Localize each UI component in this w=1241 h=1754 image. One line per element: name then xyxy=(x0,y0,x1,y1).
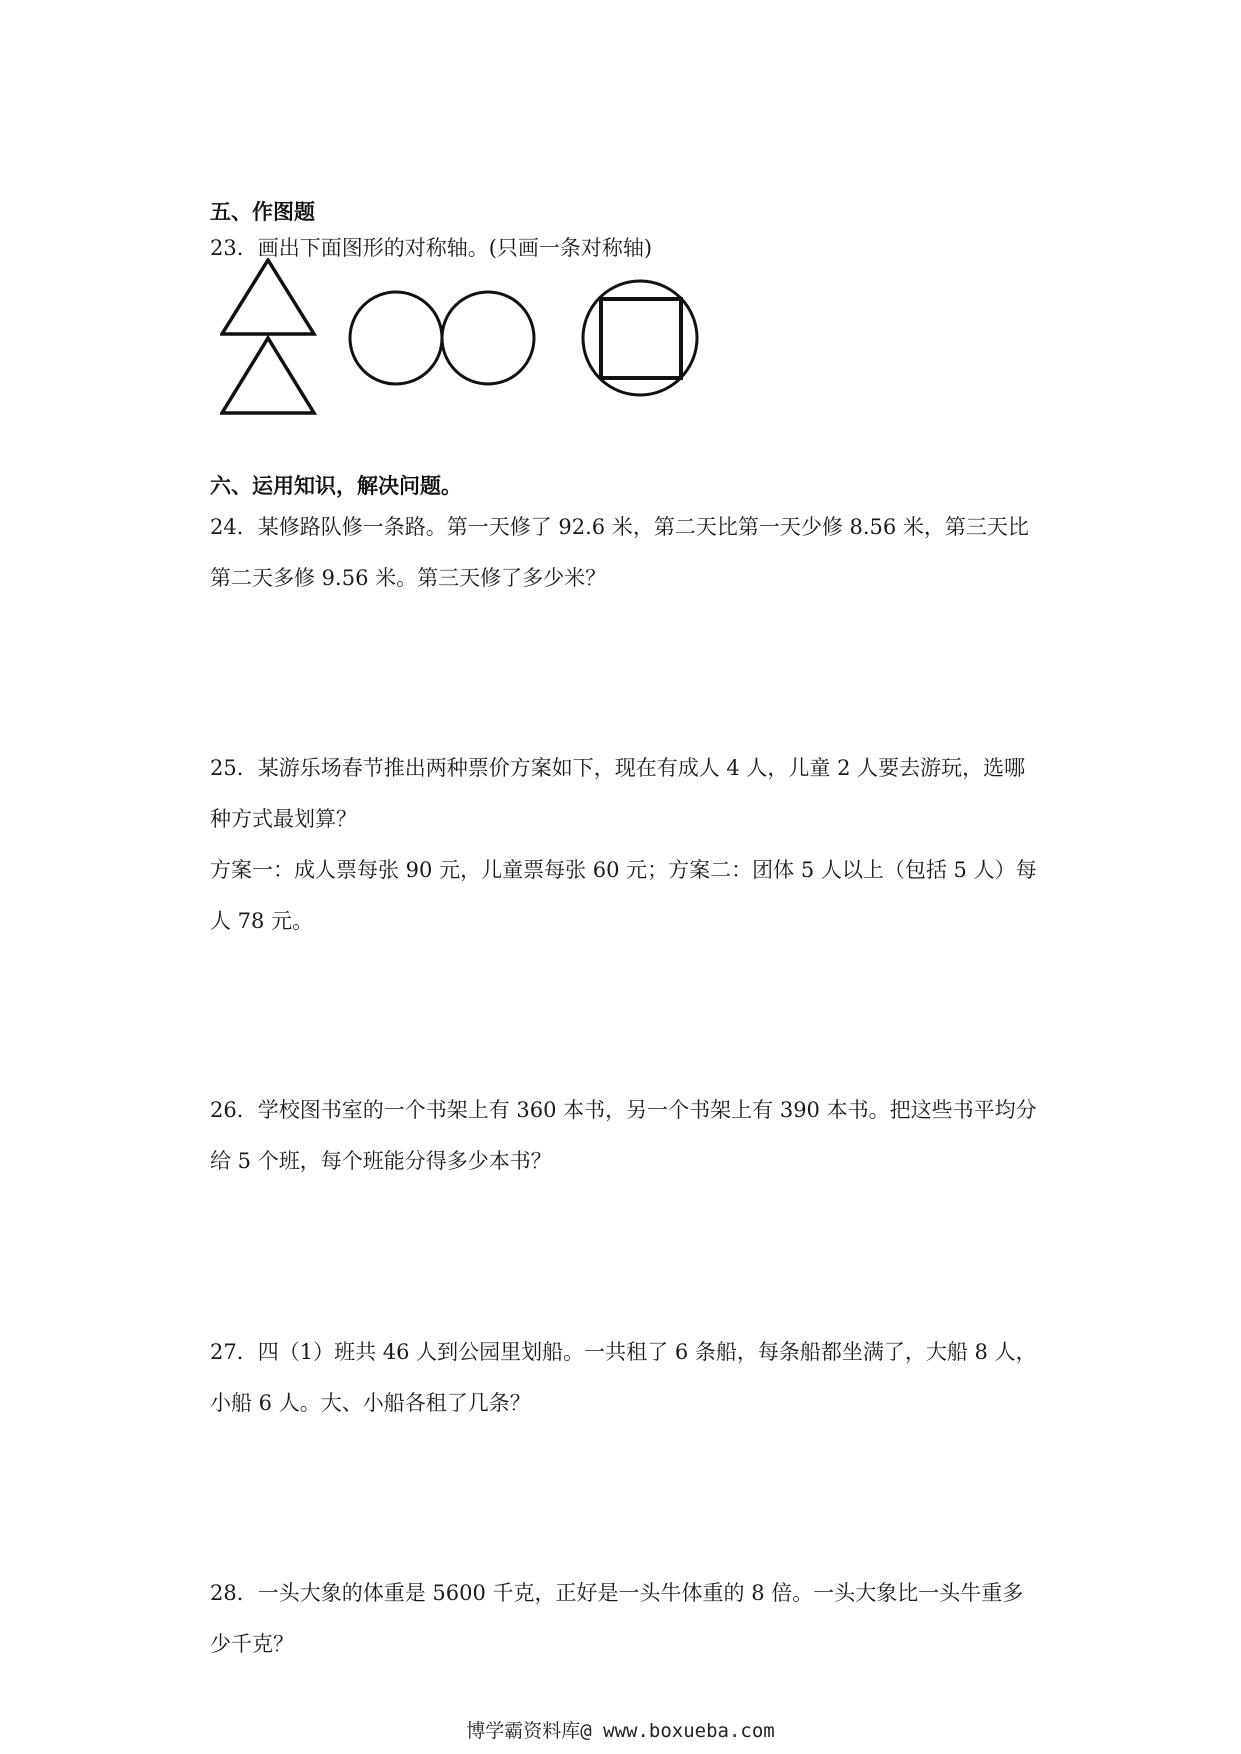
square-in-circle-icon xyxy=(580,258,710,418)
question-25-line-1: 25．某游乐场春节推出两种票价方案如下，现在有成人 4 人，儿童 2 人要去游玩，选哪 xyxy=(210,756,1026,780)
section-5-heading: 五、作图题 xyxy=(210,200,315,224)
question-26-line-1: 26．学校图书室的一个书架上有 360 本书，另一个书架上有 390 本书。把这些书平均分 xyxy=(210,1098,1037,1122)
question-28-line-2: 少千克？ xyxy=(210,1632,294,1656)
question-27-line-2: 小船 6 人。大、小船各租了几条？ xyxy=(210,1391,531,1415)
question-25-line-3: 方案一：成人票每张 90 元，儿童票每张 60 元；方案二：团体 5 人以上（包括 5 人）每 xyxy=(210,858,1037,882)
question-25-line-4: 人 78 元。 xyxy=(210,909,314,933)
question-26-line-2: 给 5 个班，每个班能分得多少本书？ xyxy=(210,1149,552,1173)
question-27-line-1: 27．四（1）班共 46 人到公园里划船。一共租了 6 条船，每条船都坐满了，大船 8 人， xyxy=(210,1340,1037,1364)
question-23: 23．画出下面图形的对称轴。(只画一条对称轴) xyxy=(210,236,653,260)
two-stacked-triangles-icon xyxy=(220,258,320,418)
symmetry-figures xyxy=(200,258,800,428)
section-6-heading: 六、运用知识，解决问题。 xyxy=(210,474,462,498)
two-tangent-circles-icon xyxy=(348,258,538,418)
question-24-line-2: 第二天多修 9.56 米。第三天修了多少米？ xyxy=(210,566,607,590)
question-28-line-1: 28．一头大象的体重是 5600 千克，正好是一头牛体重的 8 倍。一头大象比一头牛重多 xyxy=(210,1581,1024,1605)
question-24-line-1: 24．某修路队修一条路。第一天修了 92.6 米，第二天比第一天少修 8.56 米，第三天比 xyxy=(210,515,1029,539)
footer-watermark: 博学霸资料库@ www.boxueba.com xyxy=(466,1720,775,1742)
question-25-line-2: 种方式最划算？ xyxy=(210,807,357,831)
